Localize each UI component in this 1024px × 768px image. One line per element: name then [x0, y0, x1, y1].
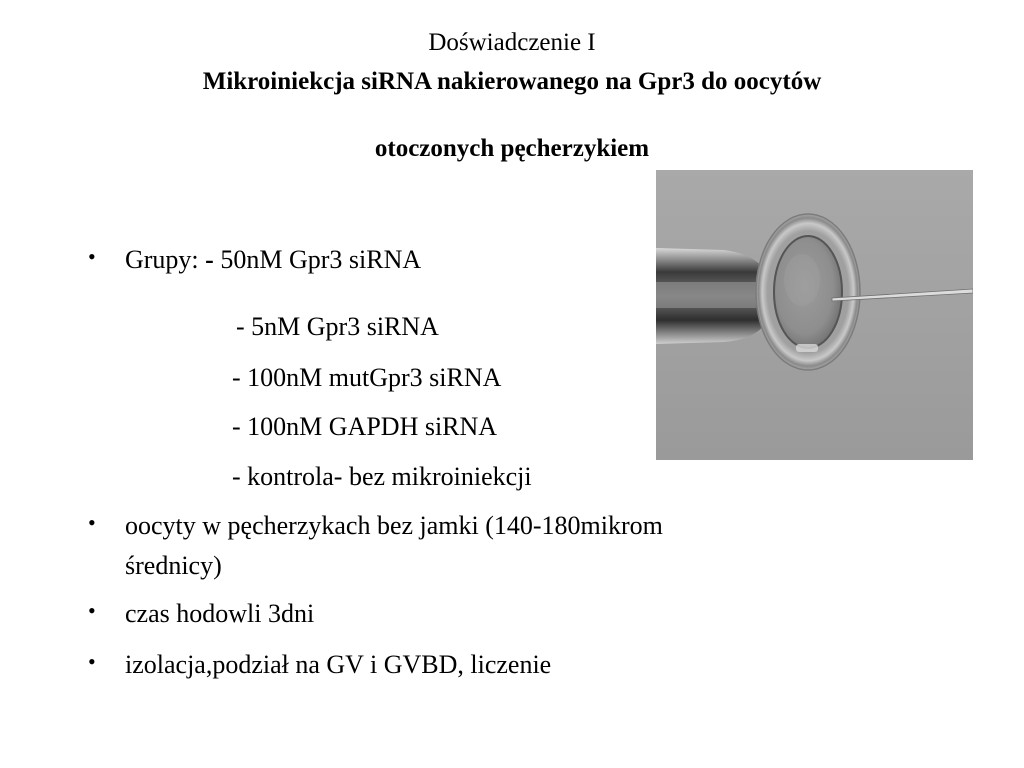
groups-dash: -: [205, 245, 221, 274]
culture-time: czas hodowli 3dni: [125, 599, 315, 628]
groups-line: [125, 244, 421, 276]
slide-subtitle: Mikroiniekcja siRNA nakierowanego na Gpr3 do oocytów: [202, 68, 822, 95]
group-item: - 100nM GAPDH siRNA: [232, 412, 498, 441]
isolation-step: izolacja,podział na GV i GVBD, liczenie: [125, 650, 552, 679]
bullet-marker: •: [88, 598, 96, 623]
group-item: - 5nM Gpr3 siRNA: [236, 312, 439, 341]
group-item: - kontrola- bez mikroiniekcji: [232, 462, 532, 491]
oocytes-description: oocyty w pęcherzykach bez jamki (140-180mikrom: [125, 511, 663, 540]
microinjection-oocyte-photo: [656, 170, 973, 460]
groups-label: Grupy:: [125, 245, 206, 274]
group-item: 50nM Gpr3 siRNA: [220, 245, 422, 274]
bullet-marker: •: [88, 244, 96, 269]
bullet-marker: •: [88, 649, 96, 674]
bullet-marker: •: [88, 510, 96, 535]
group-item: - 100nM mutGpr3 siRNA: [232, 363, 502, 392]
slide-title: Doświadczenie I: [428, 29, 596, 56]
oocytes-description-continuation: średnicy): [125, 551, 222, 580]
slide-subtitle-continuation: otoczonych pęcherzykiem: [374, 135, 650, 162]
